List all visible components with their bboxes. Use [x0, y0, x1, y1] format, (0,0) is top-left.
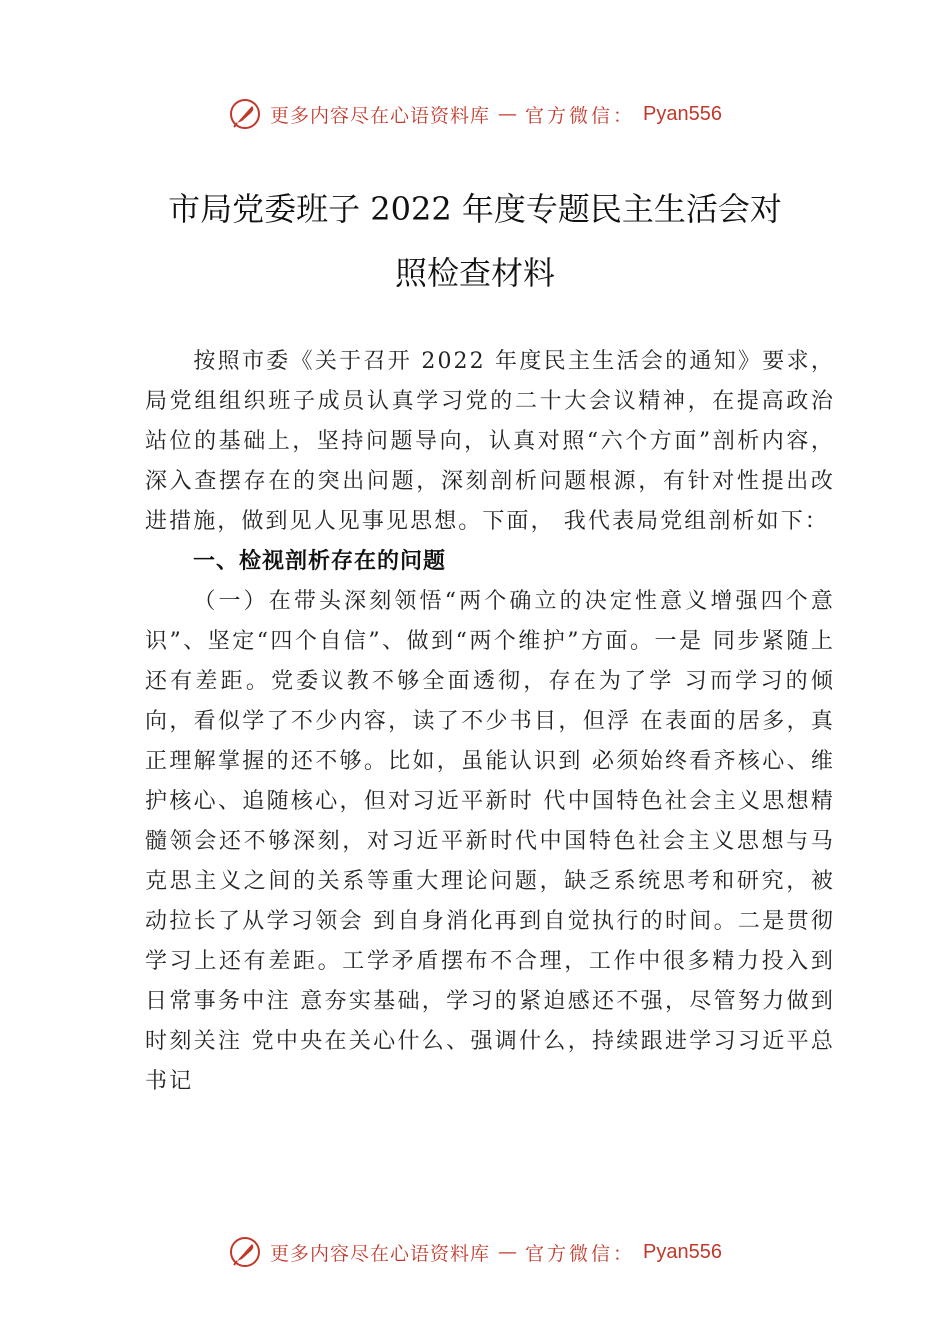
- watermark-label: 官方微信：: [525, 104, 636, 127]
- section-paragraph: （一）在带头深刻领悟“两个确立的决定性意义增强四个意识”、坚定“四个自信”、做到“两个维护”方面。一是 同步紧随上还有差距。党委议教不够全面透彻，存在为了学 习而学习的倾向，看似学了不少内容，读了不少书目，但浮 在表面的居多，真正理解掌握的还不够。比如，虽能认识到 必须始终看齐核心、维护核心、追随核心，但对习近平新时 代中国特色社会主义思想精髓领会还不够深刻，对习近平新时代中国特色社会主义思想与马克思主义之间的关系等重大理论问题，缺乏系统思考和研究，被动拉长了从学习领会 到自身消化再到自觉执行的时间。二是贯彻学习上还有差距。工学矛盾摆布不合理，工作中很多精力投入到日常事务中注 意夯实基础，学习的紧迫感还不强，尽管努力做到时刻关注 党中央在关心什么、强调什么，持续跟进学习习近平总书记: [145, 589, 835, 1094]
- watermark-wechat-id: Pyan556: [643, 1240, 722, 1263]
- watermark-wechat-id: Pyan556: [643, 102, 722, 125]
- document-title-line-1: 市局党委班子 2022 年度专题民主生活会对: [168, 190, 782, 228]
- watermark-header: [0, 94, 950, 134]
- watermark-label: 官方微信：: [525, 1242, 636, 1265]
- feather-pen-logo-icon: [228, 1235, 262, 1269]
- watermark-separator: —: [498, 1241, 518, 1263]
- feather-pen-logo-icon: [228, 97, 262, 131]
- watermark-text: 更多内容尽在心语资料库: [270, 1242, 491, 1265]
- watermark-separator: —: [498, 103, 518, 125]
- document-body: [145, 342, 835, 1102]
- intro-paragraph: 按照市委《关于召开 2022 年度民主生活会的通知》要求，局党组组织班子成员认真学习党的二十大会议精神，在提高政治站位的基础上，坚持问题导向，认真对照“六个方面”剖析内容，深入查摆存在的突出问题，深刻剖析问题根源，有针对性提出改进措施，做到见人见事见思想。下面， 我代表局党组剖析如下：: [145, 349, 835, 534]
- document-title-line-2: 照检查材料: [394, 254, 555, 292]
- section-heading: 一、检视剖析存在的问题: [193, 549, 447, 574]
- watermark-text: 更多内容尽在心语资料库: [270, 104, 491, 127]
- watermark-footer: [0, 1232, 950, 1272]
